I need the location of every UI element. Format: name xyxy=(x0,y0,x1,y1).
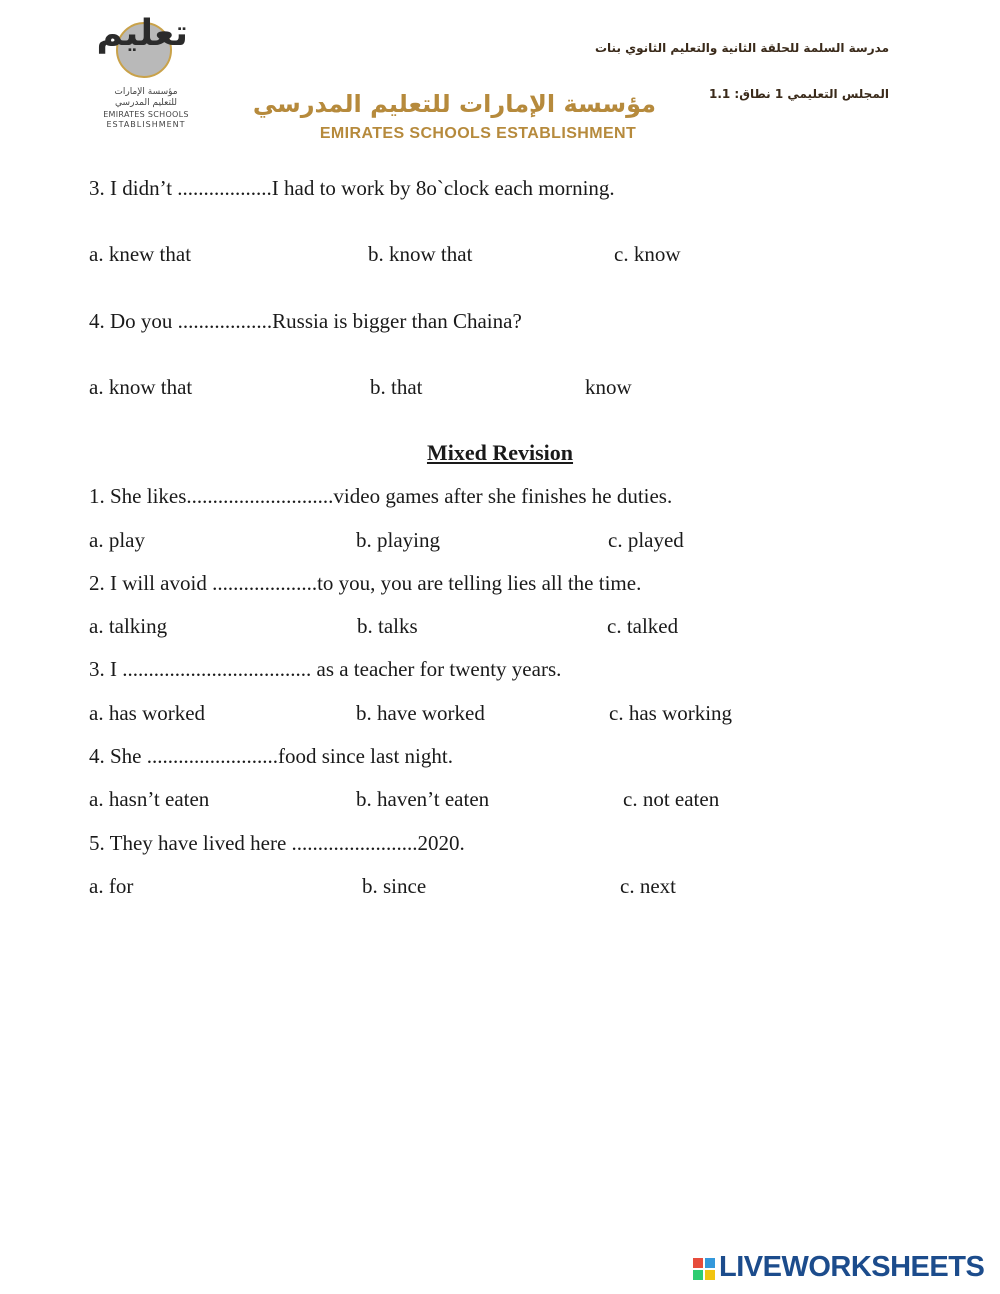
section-title: Mixed Revision xyxy=(426,440,574,465)
mixed-question-1-option-a[interactable]: a. play xyxy=(89,528,145,552)
mixed-question-3-option-a[interactable]: a. has worked xyxy=(89,701,206,725)
mixed-question-2-option-a[interactable]: a. talking xyxy=(89,614,168,638)
question-3-option-c[interactable]: c. know xyxy=(614,242,681,266)
mixed-question-5-option-a[interactable]: a. for xyxy=(89,874,134,898)
mixed-question-3-option-c[interactable]: c. has working xyxy=(609,701,733,725)
establishment-title-english: EMIRATES SCHOOLS ESTABLISHMENT xyxy=(319,125,637,142)
establishment-title-arabic: مؤسسة الإمارات للتعليم المدرسي xyxy=(252,90,656,118)
mixed-question-2-option-c[interactable]: c. talked xyxy=(607,614,679,638)
mixed-question-2-text: 2. I will avoid ....................to you, you are telling lies all the time. xyxy=(89,571,642,595)
mixed-question-1-option-c[interactable]: c. played xyxy=(608,528,684,552)
mixed-question-5-text: 5. They have lived here ........................2020. xyxy=(89,831,465,855)
mixed-question-3-option-b[interactable]: b. have worked xyxy=(356,701,485,725)
council-info: المجلس التعليمي 1 نطاق: 1.1 xyxy=(708,87,889,101)
logo-arabic-line-2: للتعليم المدرسي xyxy=(115,98,177,108)
mixed-question-5-option-b[interactable]: b. since xyxy=(362,874,427,898)
question-3-text: 3. I didn’t ..................I had to work by 8o`clock each morning. xyxy=(89,176,615,200)
mixed-question-2-option-b[interactable]: b. talks xyxy=(357,614,418,638)
logo-english-line-1: EMIRATES SCHOOLS xyxy=(103,110,189,119)
liveworksheets-logo-icon xyxy=(693,1258,715,1280)
question-4-option-b[interactable]: b. that xyxy=(370,375,423,399)
mixed-question-5-option-c[interactable]: c. next xyxy=(620,874,676,898)
mixed-question-1-option-b[interactable]: b. playing xyxy=(356,528,440,552)
school-name: مدرسة السلمة للحلقة الثانية والتعليم الثانوي بنات xyxy=(594,41,889,55)
liveworksheets-watermark[interactable]: LIVEWORKSHEETS xyxy=(719,1251,985,1283)
mixed-question-4-text: 4. She .........................food since last night. xyxy=(89,744,453,768)
mixed-question-4-option-b[interactable]: b. haven’t eaten xyxy=(356,787,490,811)
question-3-option-b[interactable]: b. know that xyxy=(368,242,473,266)
mixed-question-4-option-a[interactable]: a. hasn’t eaten xyxy=(89,787,210,811)
mixed-question-4-option-c[interactable]: c. not eaten xyxy=(623,787,720,811)
question-4-option-c[interactable]: know xyxy=(585,375,632,399)
question-3-option-a[interactable]: a. knew that xyxy=(89,242,192,266)
logo-english-line-2: ESTABLISHMENT xyxy=(106,120,186,129)
mixed-question-3-text: 3. I .................................... as a teacher for twenty years. xyxy=(89,657,562,681)
mixed-question-1-text: 1. She likes............................video games after she finishes he duties. xyxy=(89,484,673,508)
question-4-option-a[interactable]: a. know that xyxy=(89,375,193,399)
question-4-text: 4. Do you ..................Russia is bigger than Chaina? xyxy=(89,309,522,333)
logo-word: تعليم xyxy=(96,13,188,54)
logo-arabic-line-1: مؤسسة الإمارات xyxy=(114,87,178,97)
